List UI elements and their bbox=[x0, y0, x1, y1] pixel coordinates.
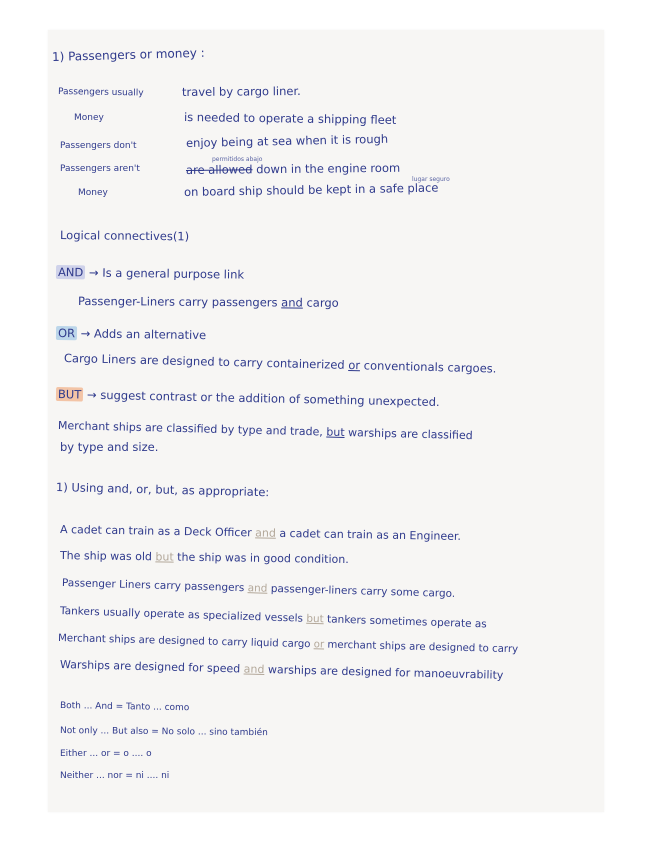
and-label: AND bbox=[57, 265, 84, 280]
exercise-6-before: Warships are designed for speed bbox=[59, 658, 244, 676]
but-label: BUT bbox=[57, 387, 82, 402]
sentence-subject-4: Passengers aren't bbox=[60, 164, 140, 174]
exercise-5-after: merchant ships are designed to carry bbox=[324, 639, 519, 656]
sentence-subject-2: Money bbox=[74, 113, 104, 123]
exercise-5-answer: or bbox=[313, 639, 325, 651]
exercise-3-answer: and bbox=[247, 582, 268, 595]
crossed-out-words: are allowed bbox=[185, 162, 253, 177]
and-definition bbox=[56, 265, 244, 282]
or-label: OR bbox=[57, 326, 76, 341]
or-example-word: or bbox=[348, 357, 361, 373]
sentence-rest-2: is needed to operate a shipping fleet bbox=[183, 110, 397, 127]
or-example-after: conventionals cargoes. bbox=[359, 358, 497, 376]
or-def-text: → Adds an alternative bbox=[80, 326, 207, 343]
exercise-4-answer: but bbox=[306, 612, 324, 626]
exercise-5 bbox=[58, 633, 518, 655]
translation-3: Either ... or = o .... o bbox=[60, 749, 152, 759]
exercise-6 bbox=[60, 658, 504, 682]
sentence-rest-3: enjoy being at sea when it is rough bbox=[185, 131, 389, 150]
but-def-text: → suggest contrast or the addition of something unexpected. bbox=[86, 387, 440, 410]
exercise-6-answer: and bbox=[243, 662, 265, 676]
sentence-subject-5: Money bbox=[78, 188, 108, 198]
page-title: 1) Passengers or money : bbox=[51, 45, 205, 64]
exercise-3-before: Passenger Liners carry passengers bbox=[61, 577, 248, 595]
margin-note-2: lugar seguro bbox=[412, 176, 450, 183]
exercise-4-after: tankers sometimes operate as bbox=[323, 613, 487, 631]
or-definition bbox=[56, 326, 206, 342]
exercise-4-before: Tankers usually operate as specialized vessels bbox=[59, 605, 307, 625]
but-example-after: warships are classified bbox=[344, 426, 473, 443]
exercise-4 bbox=[60, 605, 487, 630]
exercise-5-before: Merchant ships are designed to carry liquid cargo bbox=[57, 633, 314, 651]
connectives-heading: Logical connectives(1) bbox=[59, 228, 190, 244]
sentence-subject-3: Passengers don't bbox=[60, 141, 137, 151]
and-example-word: and bbox=[281, 295, 303, 310]
translation-1: Both ... And = Tanto ... como bbox=[59, 701, 190, 714]
but-example-before: Merchant ships are classified by type and trade, bbox=[57, 419, 327, 439]
exercise-3 bbox=[62, 577, 456, 600]
sentence-rest-4 bbox=[186, 161, 400, 177]
sentence-rest-5: on board ship should be kept in a safe place bbox=[183, 180, 439, 199]
but-example-word: but bbox=[326, 425, 345, 440]
and-example-after: cargo bbox=[302, 295, 339, 310]
but-example-line-1 bbox=[58, 419, 473, 442]
exercise-1 bbox=[60, 523, 461, 543]
exercise-3-after: passenger-liners carry some cargo. bbox=[267, 582, 456, 600]
exercise-2-answer: but bbox=[155, 550, 174, 564]
but-example-line-2: by type and size. bbox=[60, 440, 159, 454]
exercise-2 bbox=[60, 549, 349, 566]
sentence-subject-1: Passengers usually bbox=[57, 87, 144, 99]
or-example-before: Cargo Liners are designed to carry containerized bbox=[63, 351, 349, 372]
exercise-1-after: a cadet can train as an Engineer. bbox=[275, 526, 462, 543]
exercise-1-before: A cadet can train as a Deck Officer bbox=[59, 523, 256, 540]
and-def-text: → Is a general purpose link bbox=[88, 265, 245, 282]
exercise-1-answer: and bbox=[255, 526, 277, 540]
translation-4: Neither ... nor = ni .... ni bbox=[60, 771, 170, 781]
exercise-heading: 1) Using and, or, but, as appropriate: bbox=[55, 480, 270, 500]
notebook-page bbox=[48, 30, 604, 812]
translation-2: Not only ... But also = No solo ... sino también bbox=[59, 726, 268, 739]
margin-note-1: permitidos abajo bbox=[212, 156, 263, 163]
and-example-before: Passenger-Liners carry passengers bbox=[77, 294, 282, 310]
but-definition bbox=[56, 387, 440, 409]
sentence-rest-4-text: down in the engine room bbox=[256, 160, 401, 177]
and-example bbox=[78, 294, 339, 310]
exercise-2-after: the ship was in good condition. bbox=[173, 550, 349, 567]
or-example bbox=[64, 351, 497, 376]
exercise-2-before: The ship was old bbox=[59, 549, 156, 564]
exercise-6-after: warships are designed for manoeuvrability bbox=[264, 662, 504, 682]
sentence-rest-1: travel by cargo liner. bbox=[181, 83, 301, 99]
